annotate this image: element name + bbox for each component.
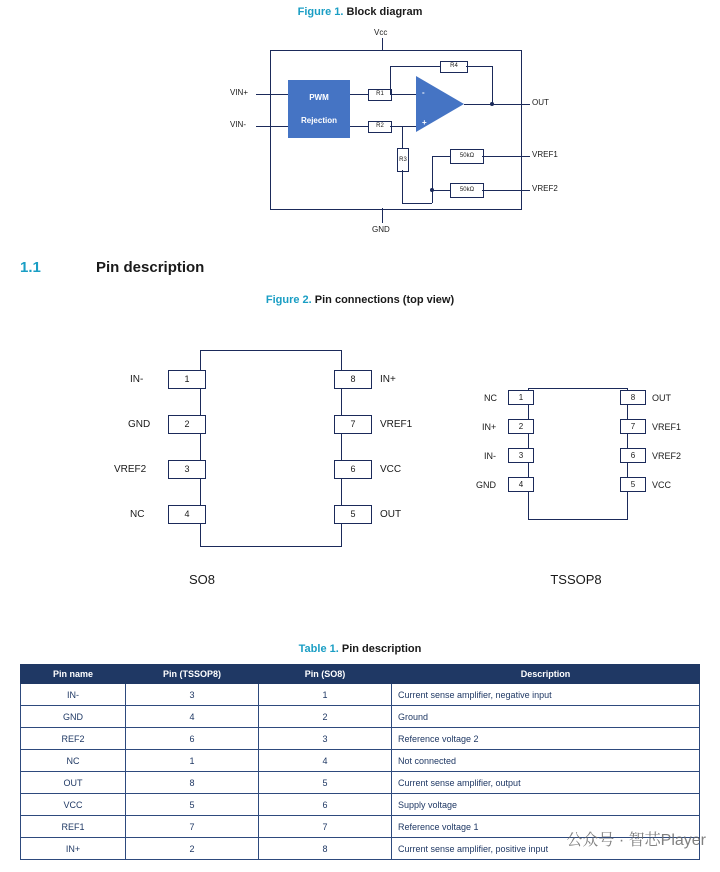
out-label: OUT: [532, 98, 549, 107]
vcc-wire: [382, 38, 383, 50]
table-row: [21, 728, 700, 750]
figure1-title: Block diagram: [346, 6, 423, 18]
so8-right-pin-5-name: OUT: [380, 509, 402, 520]
so8-right-pin-8-name: IN+: [380, 374, 396, 385]
tssop8-left-pin-1-number: 1: [508, 390, 534, 405]
figure1-caption: [0, 6, 720, 18]
figure2-title: Pin connections (top view): [314, 294, 455, 306]
divider-center-vert: [432, 156, 433, 203]
so8-left-pin-2-name: GND: [128, 419, 151, 430]
tssop8-package-name: TSSOP8: [550, 572, 602, 587]
table-row: [21, 750, 700, 772]
table-cell: NC: [21, 750, 126, 772]
table-cell: 3: [259, 728, 392, 750]
table-cell-description: Not connected: [392, 750, 700, 772]
so8-right-pin-6-name: VCC: [380, 464, 402, 475]
table-cell: REF1: [21, 816, 126, 838]
table1-caption: [0, 643, 720, 655]
table-cell: 5: [126, 794, 259, 816]
table-cell: GND: [21, 706, 126, 728]
table-cell: 6: [126, 728, 259, 750]
table-cell: 7: [126, 816, 259, 838]
vref2-wire-right: [482, 190, 530, 191]
tssop8-left-pin-4-number: 4: [508, 477, 534, 492]
table-row: [21, 794, 700, 816]
tssop8-left-pin-3-name: IN-: [484, 451, 496, 461]
so8-left-pin-3-name: VREF2: [114, 464, 147, 475]
table-header-description: Description: [392, 665, 700, 684]
op-amp-inverting-label: -: [422, 88, 425, 97]
so8-left-pin-2-number: 2: [168, 415, 206, 434]
table-cell: VCC: [21, 794, 126, 816]
table-cell: OUT: [21, 772, 126, 794]
table-cell: 1: [126, 750, 259, 772]
r1-wire-right: [390, 94, 416, 95]
watermark-text: 公众号 · 智芯Player: [566, 832, 706, 849]
tssop8-right-pin-6-number: 6: [620, 448, 646, 463]
table1-label: Table 1.: [298, 643, 339, 655]
vref1-wire-left: [432, 156, 450, 157]
table-row: [21, 684, 700, 706]
so8-right-pin-5-number: 5: [334, 505, 372, 524]
table-cell-description: Ground: [392, 706, 700, 728]
table-cell: 7: [259, 816, 392, 838]
table-cell-description: Current sense amplifier, positive input: [392, 838, 700, 860]
resistor-r1: R1: [368, 89, 392, 101]
so8-right-pin-7-name: VREF1: [380, 419, 413, 430]
r4-wire-top-right: [466, 66, 492, 67]
table-cell: 3: [126, 684, 259, 706]
tssop8-right-pin-7-number: 7: [620, 419, 646, 434]
vcc-label: Vcc: [374, 28, 388, 37]
figure2-caption: [0, 294, 720, 306]
vref2-label: VREF2: [532, 184, 558, 193]
table-cell: REF2: [21, 728, 126, 750]
table-header-row: [21, 665, 700, 684]
r4-wire-left-vert: [390, 66, 391, 94]
tssop8-body: [528, 388, 628, 520]
vin-positive-wire: [256, 94, 288, 95]
pwm-rejection-block: [288, 80, 350, 138]
table1-title: Pin description: [341, 643, 422, 655]
figure2-label: Figure 2.: [265, 294, 312, 306]
so8-package-name: SO8: [188, 572, 215, 587]
pwm-block-line1: PWM: [309, 93, 329, 102]
gnd-label: GND: [372, 225, 390, 234]
r4-wire-top-left: [390, 66, 440, 67]
table-cell: 4: [259, 750, 392, 772]
table-cell: 2: [259, 706, 392, 728]
tssop8-right-pin-8-name: OUT: [652, 393, 671, 403]
table-cell: 8: [126, 772, 259, 794]
table-cell-description: Current sense amplifier, negative input: [392, 684, 700, 706]
table-cell: 1: [259, 684, 392, 706]
out-wire: [464, 104, 530, 105]
table-header-pin-tssop8: Pin (TSSOP8): [126, 665, 259, 684]
table-cell: IN+: [21, 838, 126, 860]
r3-to-divider-wire: [402, 203, 432, 204]
tssop8-left-pin-4-name: GND: [476, 480, 496, 490]
r4-wire-right-vert: [492, 66, 493, 104]
r1-wire-left: [350, 94, 368, 95]
tssop8-right-pin-6-name: VREF2: [652, 451, 682, 461]
resistor-r2: R2: [368, 121, 392, 133]
vin-negative-wire: [256, 126, 288, 127]
table-cell-description: Reference voltage 1: [392, 816, 700, 838]
table-cell: 5: [259, 772, 392, 794]
so8-left-pin-4-number: 4: [168, 505, 206, 524]
page-title: Pin description: [96, 259, 205, 276]
op-amp-noninverting-label: +: [422, 118, 427, 127]
tssop8-left-pin-2-name: IN+: [482, 422, 497, 432]
table-header-pin-name: Pin name: [21, 665, 126, 684]
r2-wire-right: [390, 126, 416, 127]
so8-package-diagram: [110, 350, 430, 600]
vin-negative-label: VIN-: [230, 120, 246, 129]
table-row: [21, 772, 700, 794]
tssop8-right-pin-7-name: VREF1: [652, 422, 682, 432]
table-cell: 4: [126, 706, 259, 728]
table-row: [21, 706, 700, 728]
resistor-50k-top: 50kΩ: [450, 149, 484, 164]
tssop8-left-pin-1-name: NC: [484, 393, 497, 403]
tssop8-left-pin-2-number: 2: [508, 419, 534, 434]
so8-right-pin-7-number: 7: [334, 415, 372, 434]
vref1-wire-right: [482, 156, 530, 157]
table-cell: 2: [126, 838, 259, 860]
resistor-50k-bottom: 50kΩ: [450, 183, 484, 198]
tssop8-left-pin-3-number: 3: [508, 448, 534, 463]
section-number: 1.1: [20, 259, 41, 276]
table-cell-description: Reference voltage 2: [392, 728, 700, 750]
so8-right-pin-8-number: 8: [334, 370, 372, 389]
tssop8-right-pin-5-name: VCC: [652, 480, 672, 490]
table-cell: 6: [259, 794, 392, 816]
so8-body: [200, 350, 342, 547]
tssop8-right-pin-8-number: 8: [620, 390, 646, 405]
table-cell-description: Supply voltage: [392, 794, 700, 816]
r3-wire-top: [402, 126, 403, 148]
table-cell: 8: [259, 838, 392, 860]
so8-left-pin-1-name: IN-: [130, 374, 144, 385]
table-cell: IN-: [21, 684, 126, 706]
vref2-wire-left: [432, 190, 450, 191]
vin-positive-label: VIN+: [230, 88, 249, 97]
pwm-block-line2: Rejection: [300, 116, 337, 125]
r2-wire-left: [350, 126, 368, 127]
figure1-label: Figure 1.: [297, 6, 344, 18]
resistor-r3: R3: [397, 148, 409, 172]
tssop8-right-pin-5-number: 5: [620, 477, 646, 492]
table-header-pin-so8: Pin (SO8): [259, 665, 392, 684]
vref1-label: VREF1: [532, 150, 558, 159]
gnd-wire: [382, 208, 383, 223]
so8-left-pin-1-number: 1: [168, 370, 206, 389]
table-cell-description: Current sense amplifier, output: [392, 772, 700, 794]
so8-left-pin-4-name: NC: [130, 509, 145, 520]
r3-wire-bottom: [402, 170, 403, 203]
so8-left-pin-3-number: 3: [168, 460, 206, 479]
tssop8-package-diagram: [476, 388, 700, 600]
block-diagram: [230, 28, 560, 238]
so8-right-pin-6-number: 6: [334, 460, 372, 479]
resistor-r4: R4: [440, 61, 468, 73]
